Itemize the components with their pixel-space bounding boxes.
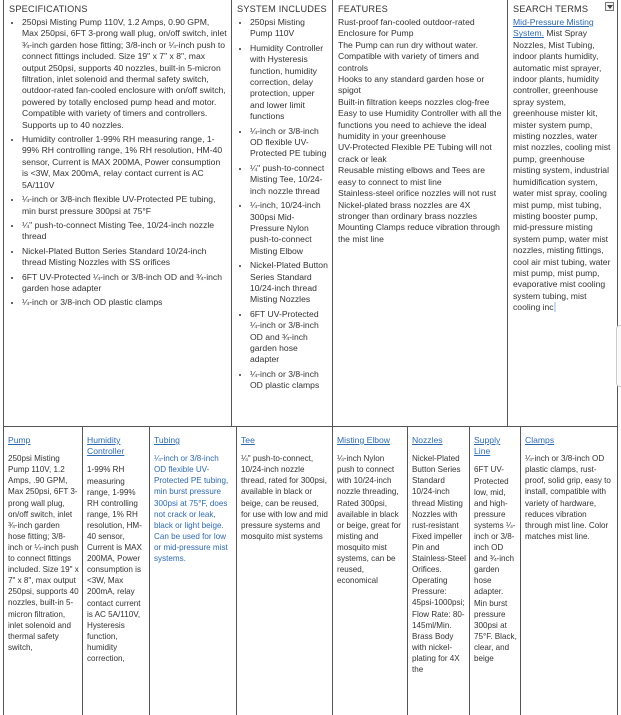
feature-line: The Pump can run dry without water. [338, 39, 478, 50]
spec-item: • ¼" push-to-connect Misting Tee, 10/24-inch nozzle thread [22, 220, 227, 243]
specifications-cell[interactable] [3, 0, 232, 426]
clamps-text: ¼-inch or 3/8-inch OD plastic clamps, rust-proof, solid grip, easy to install, compatible with variety of hardware, reduces vibration through mist line. Color matches mist line. [525, 454, 611, 541]
misting-elbow-heading[interactable]: Misting Elbow [337, 435, 391, 445]
include-item: • Humidity Controller with Hysteresis function, humidity correction, delay protection, upper and lower limit functions [250, 43, 328, 123]
tee-heading[interactable]: Tee [241, 435, 255, 445]
feature-line: UV-Protected Flexible PE Tubing will not crack or leak [338, 142, 492, 164]
nozzles-text: Nickel-Plated Button Series Standard 10/24-inch thread Misting Nozzles with rust-resistant Fixed impeller Pin and Stainless-Steel Orifices. Operating Pressure: 45psi-1000psi; Flow Rate: 80-145ml/Min. Brass Body with nickel-plating for 4X the [412, 454, 466, 674]
include-item: • ¼-inch or 3/8-inch OD flexible UV-Protected PE tubing [250, 126, 328, 160]
humidity-controller-heading[interactable]: Humidity Controller [87, 435, 125, 457]
search-terms-link[interactable]: Mid-Pressure Misting System. [513, 17, 594, 39]
features-cell[interactable] [333, 0, 508, 426]
system-includes-cell[interactable] [232, 0, 333, 426]
feature-line: Reusable misting elbows and Tees are easy to connect to mist line [338, 165, 485, 187]
spec-item: • ¼-inch or 3/8-inch OD plastic clamps [22, 297, 227, 308]
humidity-controller-text: 1-99% RH measuring range, 1-99% RH controlling range, 1% RH resolution, HM-40 sensor, Current is MAX 200MA, Power consumption is <3W, Max 200mA, relay contact current is AC 5A/110V, Hysteresis function, humidity correction, [87, 465, 142, 663]
feature-line: Stainless-steel orifice nozzles will not rust [338, 188, 497, 199]
spec-item: • 250psi Misting Pump 110V, 1.2 Amps, 0.90 GPM, Max 250psi, 6FT 3-prong wall plug, on/off switch, inlet ¾-inch garden hose fitting; 3/8-inch or ¼-inch push to connect fittings included. Size 19" x 7" x 8", max output 250psi, supports 40 nozzles, built-in 5-micron filtration, inlet solenoid and thermal safety switch, outdoor-rated fan-cooled enclosure with on/off switch, powered by totally enclosed pump head and motor. Compatible with variety of timers and controllers. Supports up to 40 nozzles. [22, 17, 227, 131]
feature-line: Hooks to any standard garden hose or spigot [338, 74, 485, 96]
tee-cell[interactable] [237, 427, 333, 715]
supply-line-text: 6FT UV-Protected low, mid, and high-pressure systems ¼-inch or 3/8-inch OD and ¾-inch garden hose adapter. Min burst pressure 300psi at 75°F. Black, clear, and beige [474, 465, 517, 663]
clamps-heading[interactable]: Clamps [525, 435, 555, 445]
text-cursor [554, 302, 556, 312]
side-panel-tab[interactable] [616, 325, 621, 387]
specifications-list [9, 17, 227, 309]
humidity-controller-cell[interactable] [83, 427, 150, 715]
tee-text: ¼" push-to-connect, 10/24-inch nozzle thread, rated for 300psi, available in black or beige, can be reused, for use with low and mid pressure systems and mosquito mist systems [241, 454, 328, 541]
feature-line: Easy to use Humidity Controller with all the functions you need to achieve the ideal humidity in your greenhouse [338, 108, 502, 142]
chevron-down-icon[interactable] [605, 2, 614, 11]
spec-item: • ¼-inch or 3/8-inch flexible UV-Protected PE tubing, min burst pressure 300psi at 75°F [22, 194, 227, 217]
include-item: • ¼-inch, 10/24-inch 300psi Mid-Pressure Nylon push-to-connect Misting Elbow [250, 200, 328, 257]
tubing-heading[interactable]: Tubing [154, 435, 180, 445]
include-item: • ¼" push-to-connect Misting Tee, 10/24-inch nozzle thread [250, 163, 328, 197]
search-terms-header: SEARCH TERMS [513, 4, 589, 14]
feature-line: Nickel-plated brass nozzles are 4X stronger than ordinary brass nozzles [338, 199, 478, 221]
system-includes-header: SYSTEM INCLUDES [237, 4, 327, 14]
include-item: • 250psi Misting Pump 110V [250, 17, 328, 40]
feature-line: Rust-proof fan-cooled outdoor-rated Enclosure for Pump [338, 17, 475, 39]
supply-line-heading[interactable]: Supply Line [474, 435, 501, 457]
include-item: • 6FT UV-Protected ¼-inch or 3/8-inch OD and ¾-inch garden hose adapter [250, 309, 328, 366]
pump-text: 250psi Misting Pump 110V, 1.2 Amps, .90 GPM, Max 250psi, 6FT 3-prong wall plug, on/off switch, inlet ¾-inch garden hose fitting; 3/8-inch or ¼-inch push to connect fittings included. Size 19" x 7" x 8", max output 250psi, supports 40 nozzles, built-in 5-micron filtration, inlet solenoid and thermal safety switch, [8, 454, 79, 652]
pump-cell[interactable] [3, 427, 83, 715]
pump-heading[interactable]: Pump [8, 435, 31, 445]
feature-line: Built-in filtration keeps nozzles clog-free [338, 96, 490, 107]
include-item: • Nickel-Plated Button Series Standard 10/24-inch thread Misting Nozzles [250, 260, 328, 306]
include-item: • ¼-inch or 3/8-inch OD plastic clamps [250, 369, 328, 392]
feature-line: Mounting Clamps reduce vibration through the mist line [338, 222, 500, 244]
features-header: FEATURES [338, 4, 388, 14]
top-table-row [3, 0, 618, 426]
tubing-cell[interactable] [150, 427, 237, 715]
specifications-header: SPECIFICATIONS [9, 4, 88, 14]
spec-item: • Humidity controller 1-99% RH measuring range, 1-99% RH controlling range, 1% RH resolution, HM-40 sensor, Current is MAX 200MA, Power consumption is <3W, Max 200mA, relay contact current is AC 5A/110V [22, 134, 227, 191]
search-terms-cell[interactable] [508, 0, 618, 426]
spec-item: • Nickel-Plated Button Series Standard 10/24-inch thread Misting Nozzles with SS orifices [22, 246, 227, 269]
feature-line: Compatible with variety of timers and controls [338, 51, 479, 73]
spec-item: • 6FT UV-Protected ¼-inch or 3/8-inch OD and ¾-inch garden hose adapter [22, 272, 227, 295]
tubing-text: ¼-inch or 3/8-inch OD flexible UV-Protected PE tubing, min burst pressure 300psi at 75°F, does not crack or leak, black or light beige. Can be used for low or mid-pressure mist systems. [154, 454, 229, 564]
search-terms-text: Mist Spray Nozzles, Mist Tubing, indoor plants humidity, automatic mist sprayer, indoor plants, humidity controller, greenhouse spray system, greenhouse mister kit, mister system pump, misting nozzles, water mist nozzles, cooling mist pump, greenhouse misting system, industrial humidification system, water mist spray, cooling mist pump, mist tubing, misting booster pump, mid-pressure misting system pump, water mist nozzles, misting fittings, cool air mist tubing, water mist pump, mist pump, evaporative mist cooling system tubing, mist cooling inc [513, 28, 611, 313]
system-includes-list [237, 17, 328, 392]
supply-line-cell[interactable] [470, 427, 521, 715]
misting-elbow-text: ¼-inch Nylon push to connect with 10/24-inch nozzle threading, Rated 300psi, available in black or beige, great for misting and mosquito mist systems, can be reused, economical [337, 454, 401, 586]
nozzles-heading[interactable]: Nozzles [412, 435, 443, 445]
bottom-table-row [3, 427, 618, 715]
misting-elbow-cell[interactable] [333, 427, 408, 715]
nozzles-cell[interactable] [408, 427, 470, 715]
clamps-cell[interactable] [521, 427, 618, 715]
